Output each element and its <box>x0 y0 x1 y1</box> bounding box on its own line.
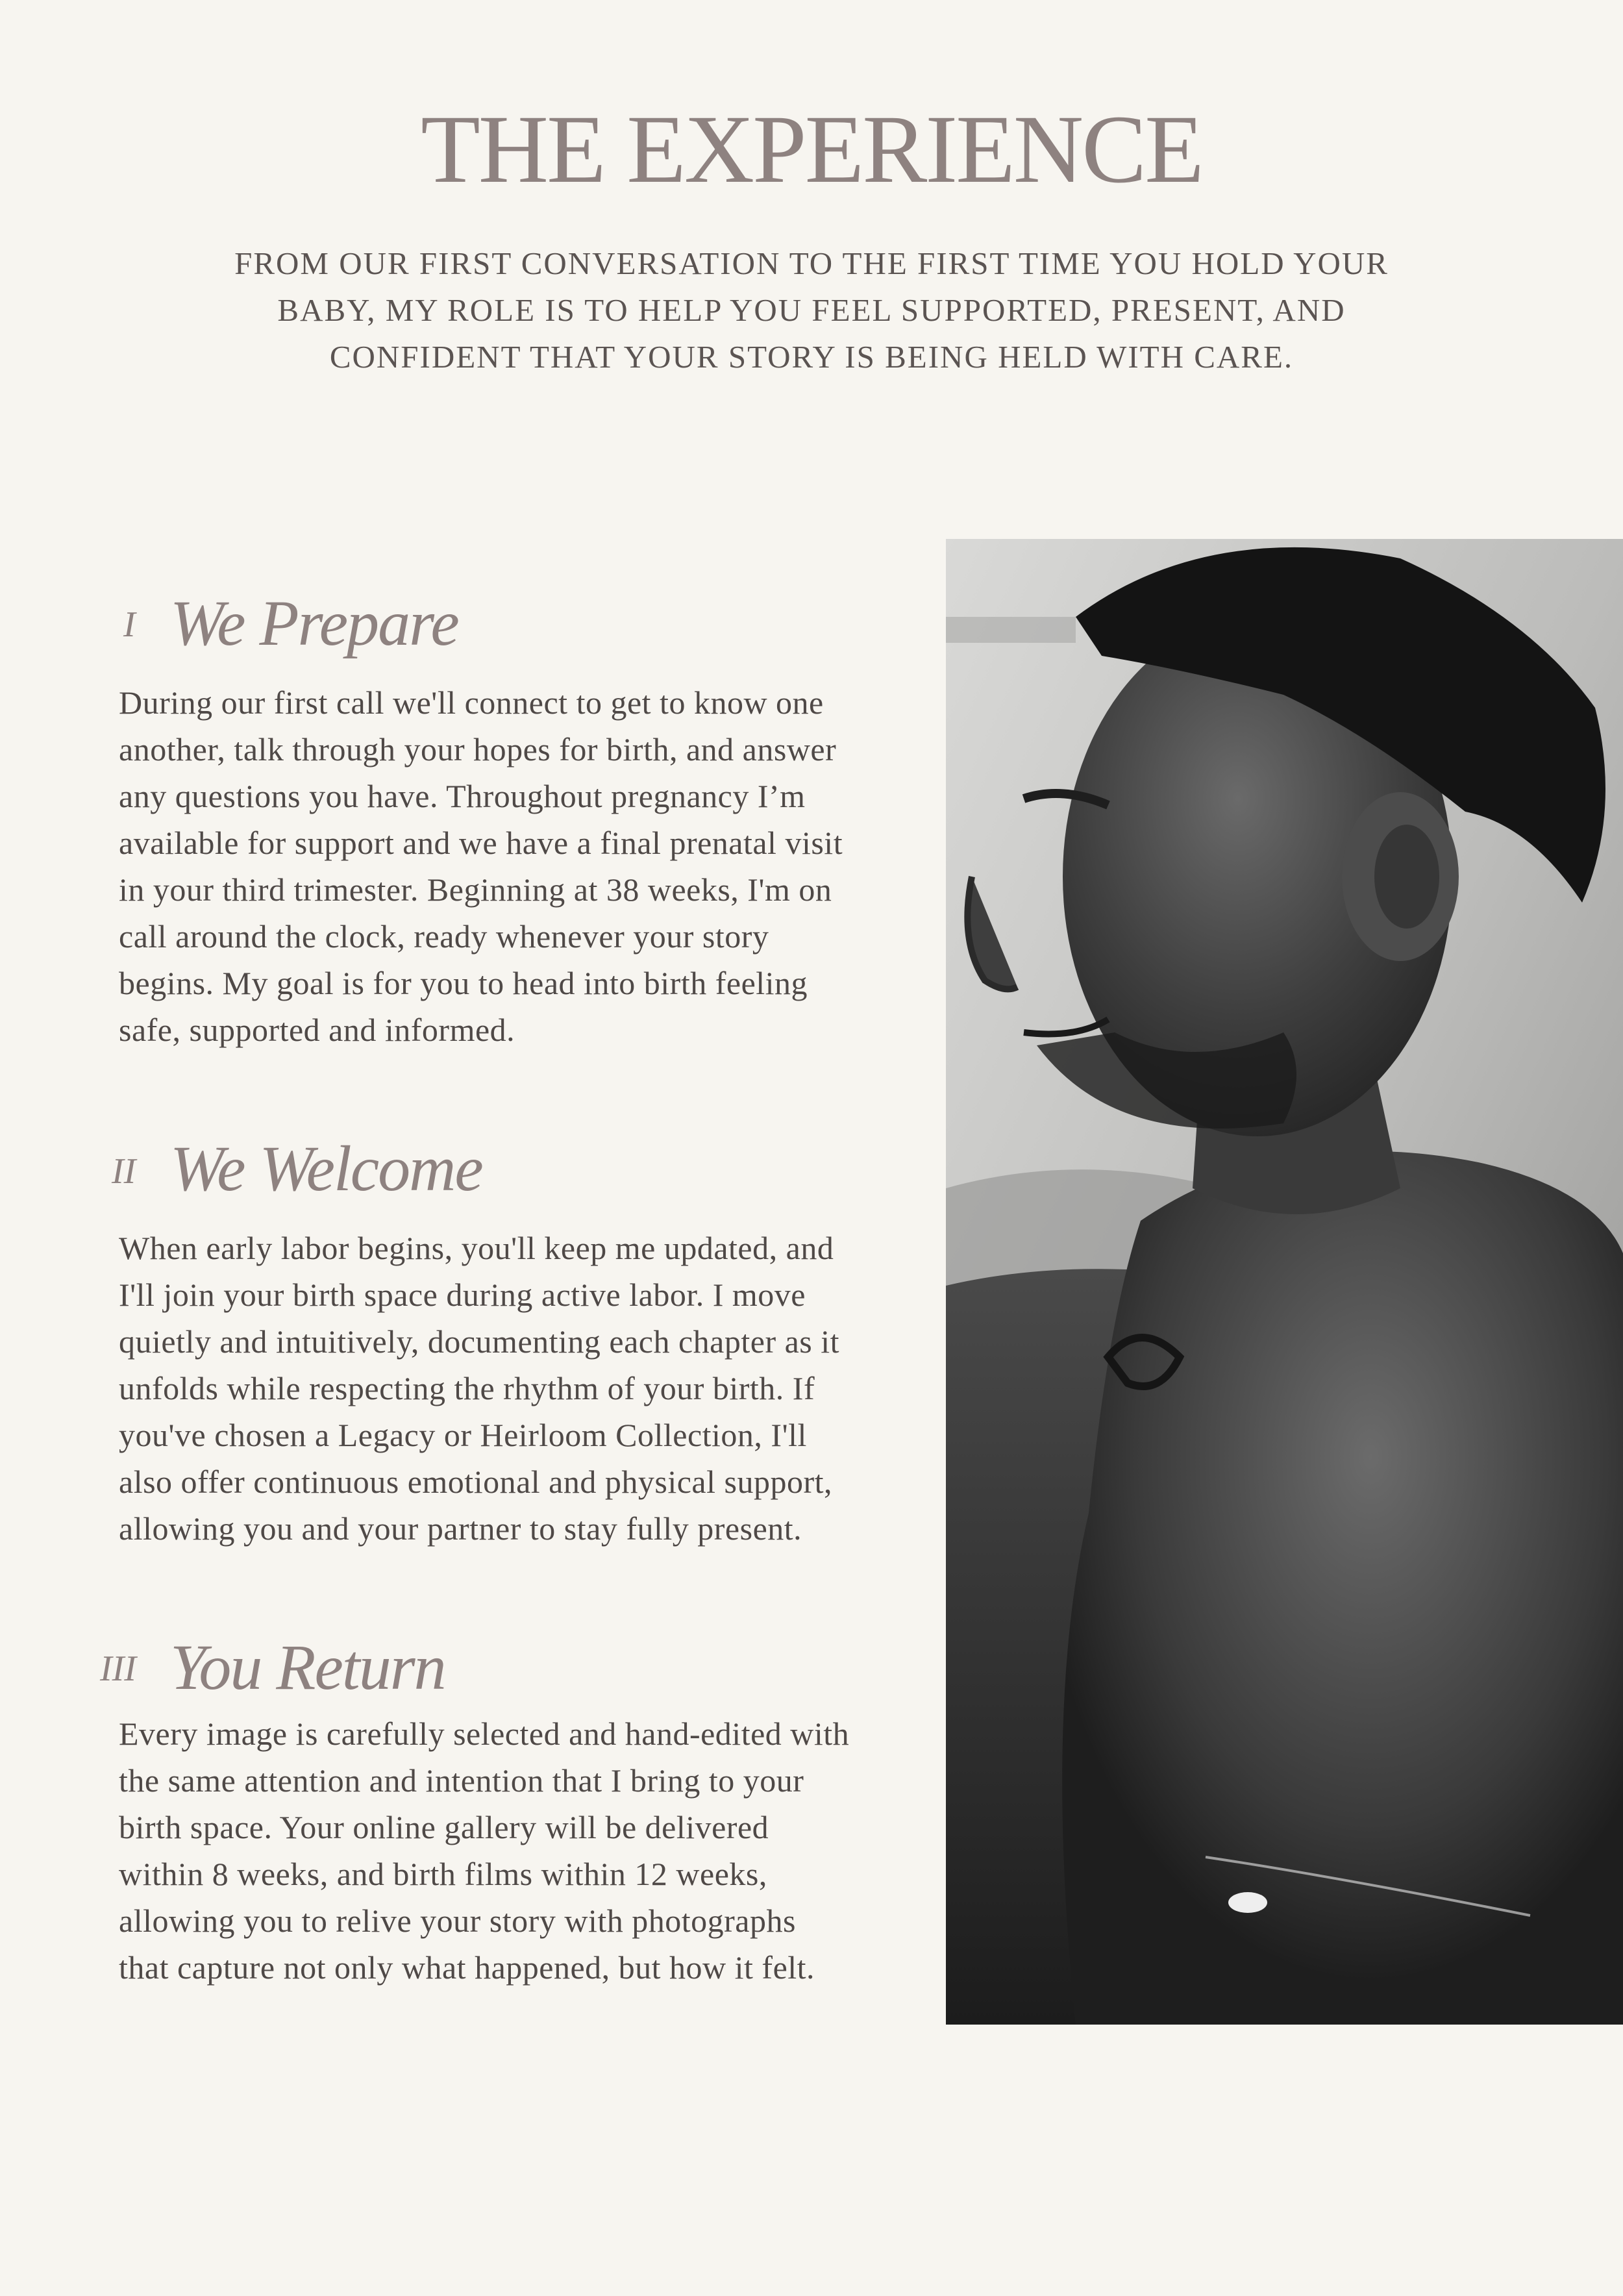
body-line: you've chosen a Legacy or Heirloom Collection, I'll <box>119 1417 807 1453</box>
body-line: that capture not only what happened, but how it felt. <box>119 1949 815 1986</box>
body-line: in your third trimester. Beginning at 38 weeks, I'm on <box>119 871 832 908</box>
section-return-body <box>119 1710 917 1991</box>
body-line: also offer continuous emotional and physical support, <box>119 1464 832 1500</box>
body-line: the same attention and intention that I bring to your <box>119 1762 804 1799</box>
intro-text <box>195 240 1428 381</box>
body-line: safe, supported and informed. <box>119 1012 515 1048</box>
intro-line: BABY, MY ROLE IS TO HELP YOU FEEL SUPPORTED, PRESENT, AND <box>277 292 1346 328</box>
body-line: When early labor begins, you'll keep me updated, and <box>119 1230 834 1266</box>
body-line: allowing you to relive your story with photographs <box>119 1903 796 1939</box>
section-prepare-heading <box>0 584 909 662</box>
body-line: call around the clock, ready whenever your story <box>119 918 769 955</box>
section-prepare-body <box>119 679 917 1053</box>
body-line: I'll join your birth space during active labor. I move <box>119 1277 806 1313</box>
body-line: birth space. Your online gallery will be delivered <box>119 1809 769 1845</box>
section-title: We Prepare <box>170 587 458 659</box>
section-title: You Return <box>170 1631 445 1703</box>
body-line: available for support and we have a final prenatal visit <box>119 825 843 861</box>
section-return-heading <box>0 1628 909 1706</box>
body-line: begins. My goal is for you to head into birth feeling <box>119 965 808 1001</box>
body-line: During our first call we'll connect to get to know one <box>119 684 824 721</box>
body-line: Every image is carefully selected and hand-edited with <box>119 1716 850 1752</box>
body-line: within 8 weeks, and birth films within 12 weeks, <box>119 1856 767 1892</box>
body-line: any questions you have. Throughout pregnancy I’m <box>119 778 806 814</box>
section-numeral: II <box>112 1151 136 1192</box>
section-welcome-heading <box>0 1130 909 1208</box>
body-line: quietly and intuitively, documenting each chapter as it <box>119 1323 840 1360</box>
intro-line: CONFIDENT THAT YOUR STORY IS BEING HELD WITH CARE. <box>329 339 1294 375</box>
page-title: THE EXPERIENCE <box>421 95 1202 203</box>
body-line: another, talk through your hopes for birth, and answer <box>119 731 837 767</box>
body-line: allowing you and your partner to stay fully present. <box>119 1510 802 1547</box>
portrait-illustration <box>946 539 1623 2025</box>
body-line: unfolds while respecting the rhythm of your birth. If <box>119 1370 815 1406</box>
section-title: We Welcome <box>170 1132 482 1204</box>
section-numeral: I <box>123 605 136 645</box>
section-welcome-body <box>119 1225 917 1552</box>
intro-line: FROM OUR FIRST CONVERSATION TO THE FIRST TIME YOU HOLD YOUR <box>234 245 1389 281</box>
portrait-photo <box>946 539 1623 2025</box>
section-numeral: III <box>100 1649 136 1689</box>
